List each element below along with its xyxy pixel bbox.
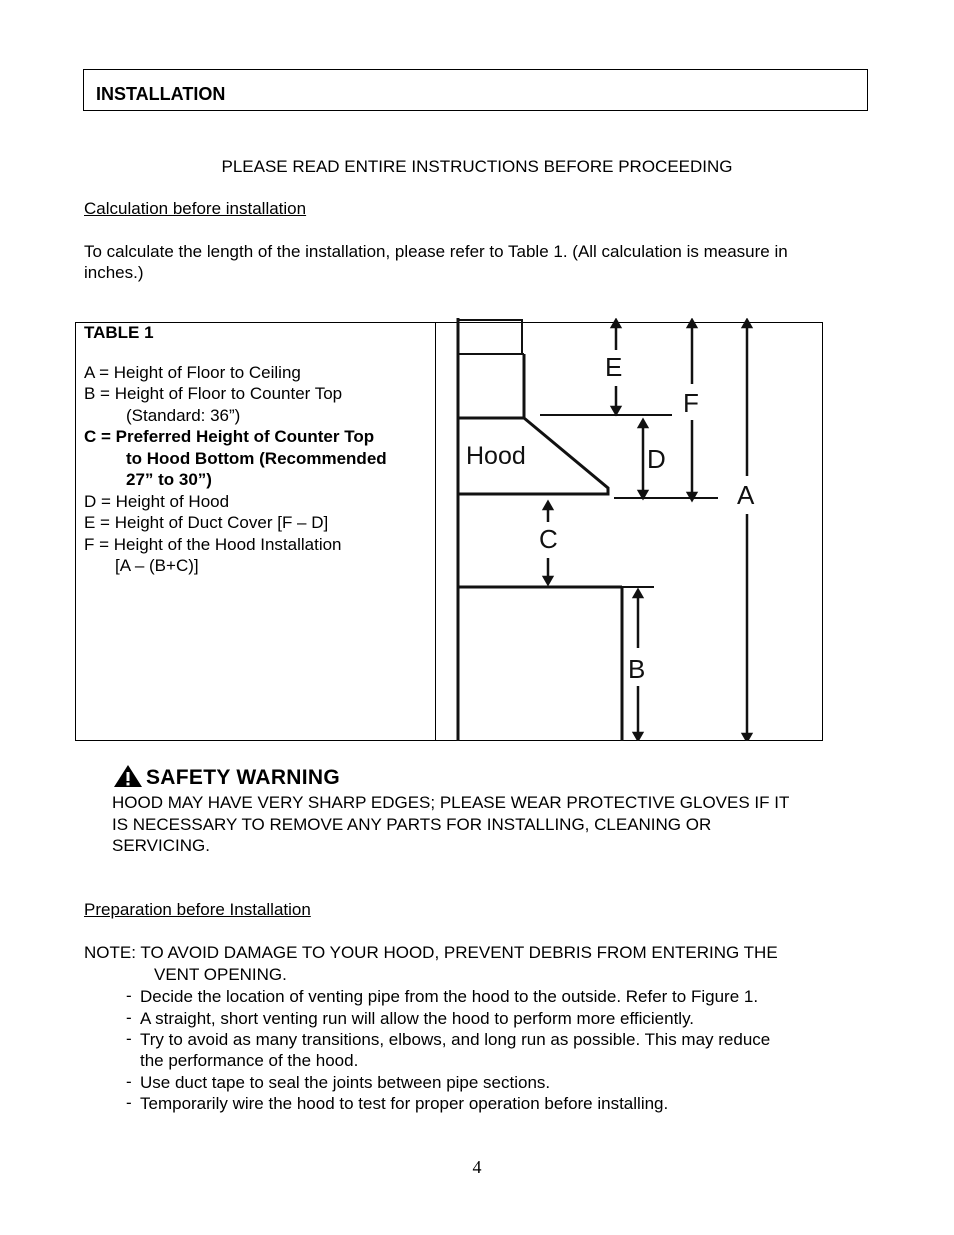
warning-triangle-icon xyxy=(113,764,143,788)
instruction-notice: PLEASE READ ENTIRE INSTRUCTIONS BEFORE PROCEEDING xyxy=(221,157,733,176)
table-line-b: B = Height of Floor to Counter Top xyxy=(84,384,343,403)
bullet-dash: - xyxy=(126,1093,132,1112)
calc-body-line2: inches.) xyxy=(84,263,144,282)
safety-line2: IS NECESSARY TO REMOVE ANY PARTS FOR INSTALLING, CLEANING OR xyxy=(112,815,712,834)
arrowhead xyxy=(612,320,620,327)
prep-bullet-1: Decide the location of venting pipe from the hood to the outside. Refer to Figure 1. xyxy=(140,987,759,1006)
prep-bullet-3: Try to avoid as many transitions, elbows, and long run as possible. This may reduce xyxy=(140,1030,771,1049)
prep-bullet-3-cont: the performance of the hood. xyxy=(140,1051,359,1070)
bullet-dash: - xyxy=(126,1029,132,1048)
calc-heading: Calculation before installation xyxy=(84,199,307,218)
note-line2: VENT OPENING. xyxy=(154,965,287,984)
arrowhead xyxy=(634,733,642,740)
section-title: INSTALLATION xyxy=(96,84,226,104)
label-d: D xyxy=(647,444,666,474)
bullet-dash: - xyxy=(126,986,132,1005)
table-line-f: F = Height of the Hood Installation xyxy=(84,535,342,554)
safety-line1: HOOD MAY HAVE VERY SHARP EDGES; PLEASE WEAR PROTECTIVE GLOVES IF IT xyxy=(112,793,790,812)
arrowhead xyxy=(743,734,751,741)
table-title: TABLE 1 xyxy=(84,323,154,342)
table-line-a: A = Height of Floor to Ceiling xyxy=(84,363,301,382)
prep-heading: Preparation before Installation xyxy=(84,900,311,919)
hood-installation-diagram xyxy=(436,318,822,741)
label-c: C xyxy=(539,524,558,554)
label-e: E xyxy=(605,352,623,382)
prep-bullet-5: Temporarily wire the hood to test for proper operation before installing. xyxy=(140,1094,669,1113)
prep-bullet-4: Use duct tape to seal the joints between pipe sections. xyxy=(140,1073,551,1092)
label-a: A xyxy=(737,480,755,510)
table-line-c: C = Preferred Height of Counter Top xyxy=(84,427,375,446)
label-b: B xyxy=(628,654,646,684)
arrowhead xyxy=(639,420,647,427)
table-line-e: E = Height of Duct Cover [F – D] xyxy=(84,513,329,532)
arrowhead xyxy=(639,491,647,498)
arrowhead xyxy=(544,577,552,584)
bullet-dash: - xyxy=(126,1072,132,1091)
table-line-b-standard: (Standard: 36”) xyxy=(126,406,241,425)
note-line1: NOTE: TO AVOID DAMAGE TO YOUR HOOD, PREVENT DEBRIS FROM ENTERING THE xyxy=(84,943,778,962)
arrowhead xyxy=(544,502,552,509)
calc-body-line1: To calculate the length of the installation, please refer to Table 1. (All calculation is measure in xyxy=(84,242,788,261)
arrowhead xyxy=(688,320,696,327)
arrowhead xyxy=(612,407,620,414)
section-header-box xyxy=(83,69,868,111)
safety-line3: SERVICING. xyxy=(112,836,210,855)
page-number: 4 xyxy=(472,1157,482,1177)
table-line-f2: [A – (B+C)] xyxy=(115,556,199,575)
arrowhead xyxy=(634,590,642,597)
arrowhead xyxy=(743,320,751,327)
safety-warning-title: SAFETY WARNING xyxy=(146,766,340,789)
label-f: F xyxy=(683,388,699,418)
bullet-dash: - xyxy=(126,1008,132,1027)
table-line-d: D = Height of Hood xyxy=(84,492,230,511)
prep-bullet-2: A straight, short venting run will allow the hood to perform more efficiently. xyxy=(140,1009,695,1028)
table-line-c3: 27” to 30”) xyxy=(126,470,212,489)
table-line-c2: to Hood Bottom (Recommended xyxy=(126,449,387,468)
hood-label: Hood xyxy=(466,442,526,470)
